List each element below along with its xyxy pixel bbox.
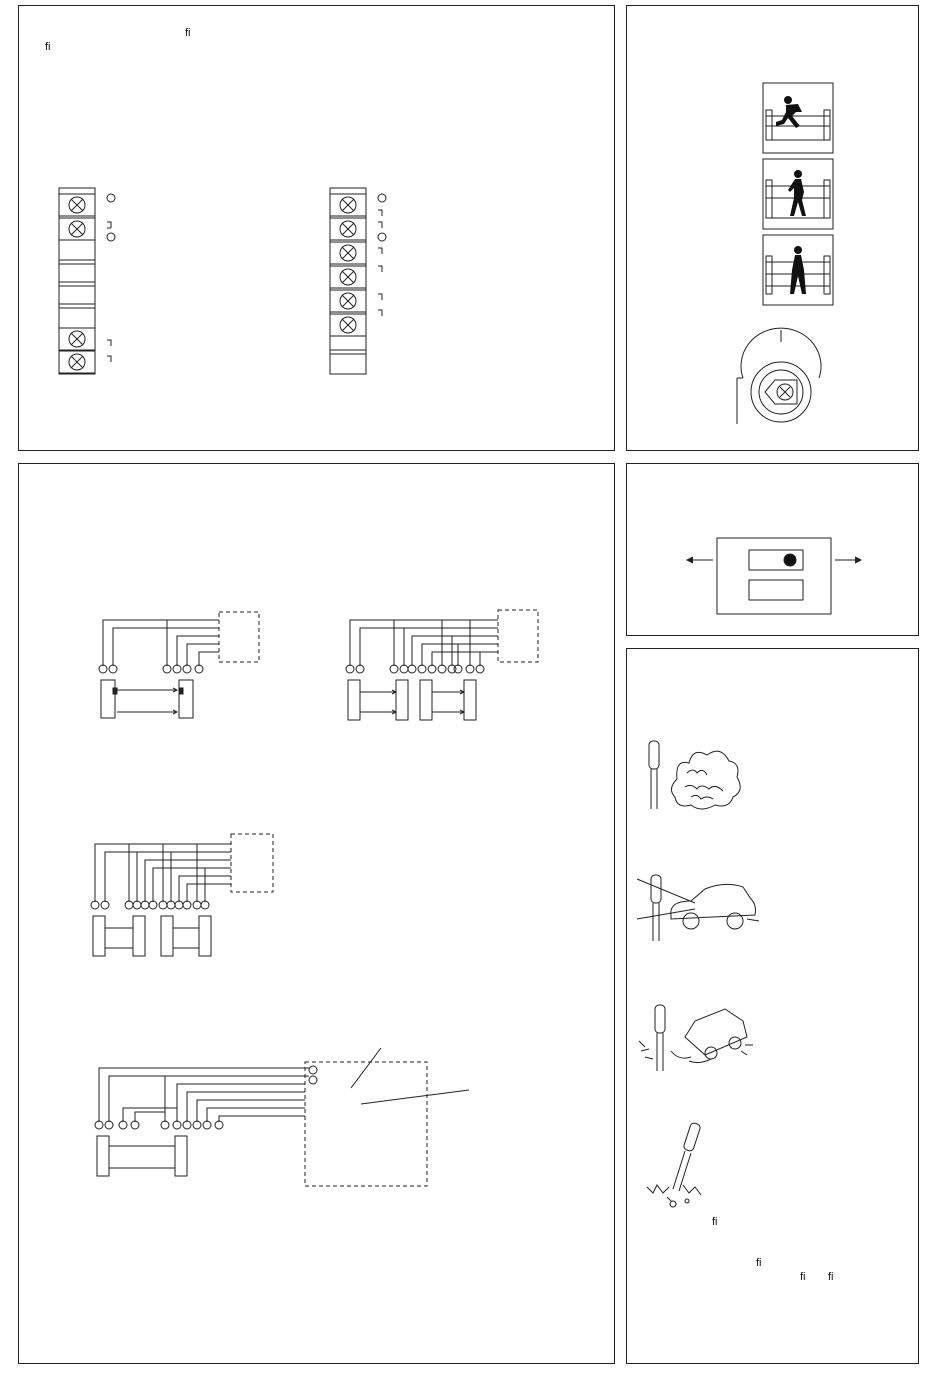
car-icon [635,871,765,946]
ligature-text: fi [45,41,51,53]
ligature-text: fi [828,1271,834,1283]
wiring-diagram-single-pair [99,610,269,725]
terminal-strip-right [328,186,408,376]
person-walking-through-beams-icon [762,158,834,230]
ligature-text: fi [800,1271,806,1283]
terminal-strip-left [57,186,137,376]
ligature-text: fi [712,1216,718,1228]
wiring-diagram-control-panel [95,1046,475,1191]
panel-installation-cautions [626,648,919,1364]
dip-switch-diagram [681,536,871,626]
panel-intrusion-examples [626,5,919,451]
wiring-diagram-two-pairs [91,832,291,962]
panel-terminal-blocks [18,5,615,451]
tilted-pole-icon [643,1119,723,1209]
fog-icon [637,739,747,814]
person-standing-between-beams-icon [762,234,834,306]
panel-wiring-diagrams [18,463,615,1364]
person-running-through-beams-icon [762,82,834,154]
panel-switch-setting [626,463,919,636]
wiring-diagram-three-pairs [346,608,546,733]
car-splash-icon [635,1001,755,1076]
ligature-text: fi [756,1257,762,1269]
ligature-text: fi [185,27,191,39]
alignment-knob-icon [735,328,835,428]
